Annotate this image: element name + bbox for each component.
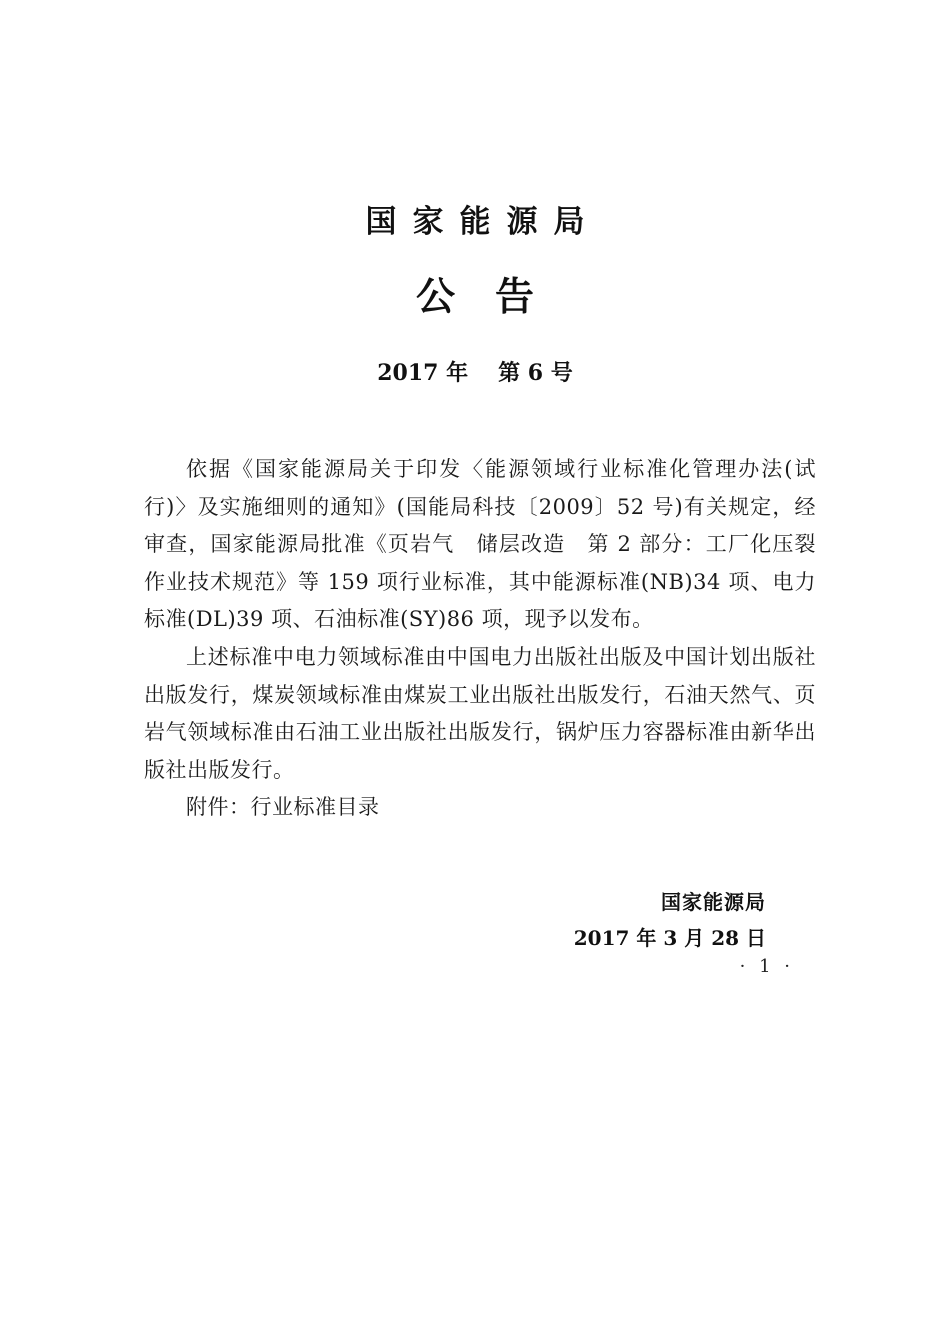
issue-number [0, 356, 950, 387]
page-number: · 1 · [739, 956, 794, 977]
issue-sequence: 第 6 号 [498, 360, 573, 386]
signature-organization: 国家能源局 [661, 890, 766, 914]
issuing-organization-title: 国家能源局 [365, 204, 601, 240]
document-type-title: 公告 [415, 275, 574, 320]
issue-year: 2017 年 [377, 360, 469, 386]
body-paragraph-2: 上述标准中电力领域标准由中国电力出版社出版及中国计划出版社出版发行，煤炭领域标准由煤炭工业出版社出版发行，石油天然气、页岩气领域标准由石油工业出版社出版发行，锅炉压力容器标准由新华出版社出版发行。 [144, 644, 816, 782]
attachment-line: 附件：行业标准目录 [186, 795, 380, 820]
notice-body [144, 451, 816, 827]
signature-date: 2017 年 3 月 28 日 [573, 926, 766, 950]
body-paragraph-1: 依据《国家能源局关于印发〈能源领域行业标准化管理办法(试行)〉及实施细则的通知》(国能局科技〔2009〕52 号)有关规定，经审查，国家能源局批准《页岩气 储层改造 第 2 部分：工厂化压裂作业技术规范》等 159 项行业标准，其中能源标准(NB)34 项、电力标准(DL)39 项、石油标准(SY)86 项，现予以发布。 [144, 457, 816, 632]
